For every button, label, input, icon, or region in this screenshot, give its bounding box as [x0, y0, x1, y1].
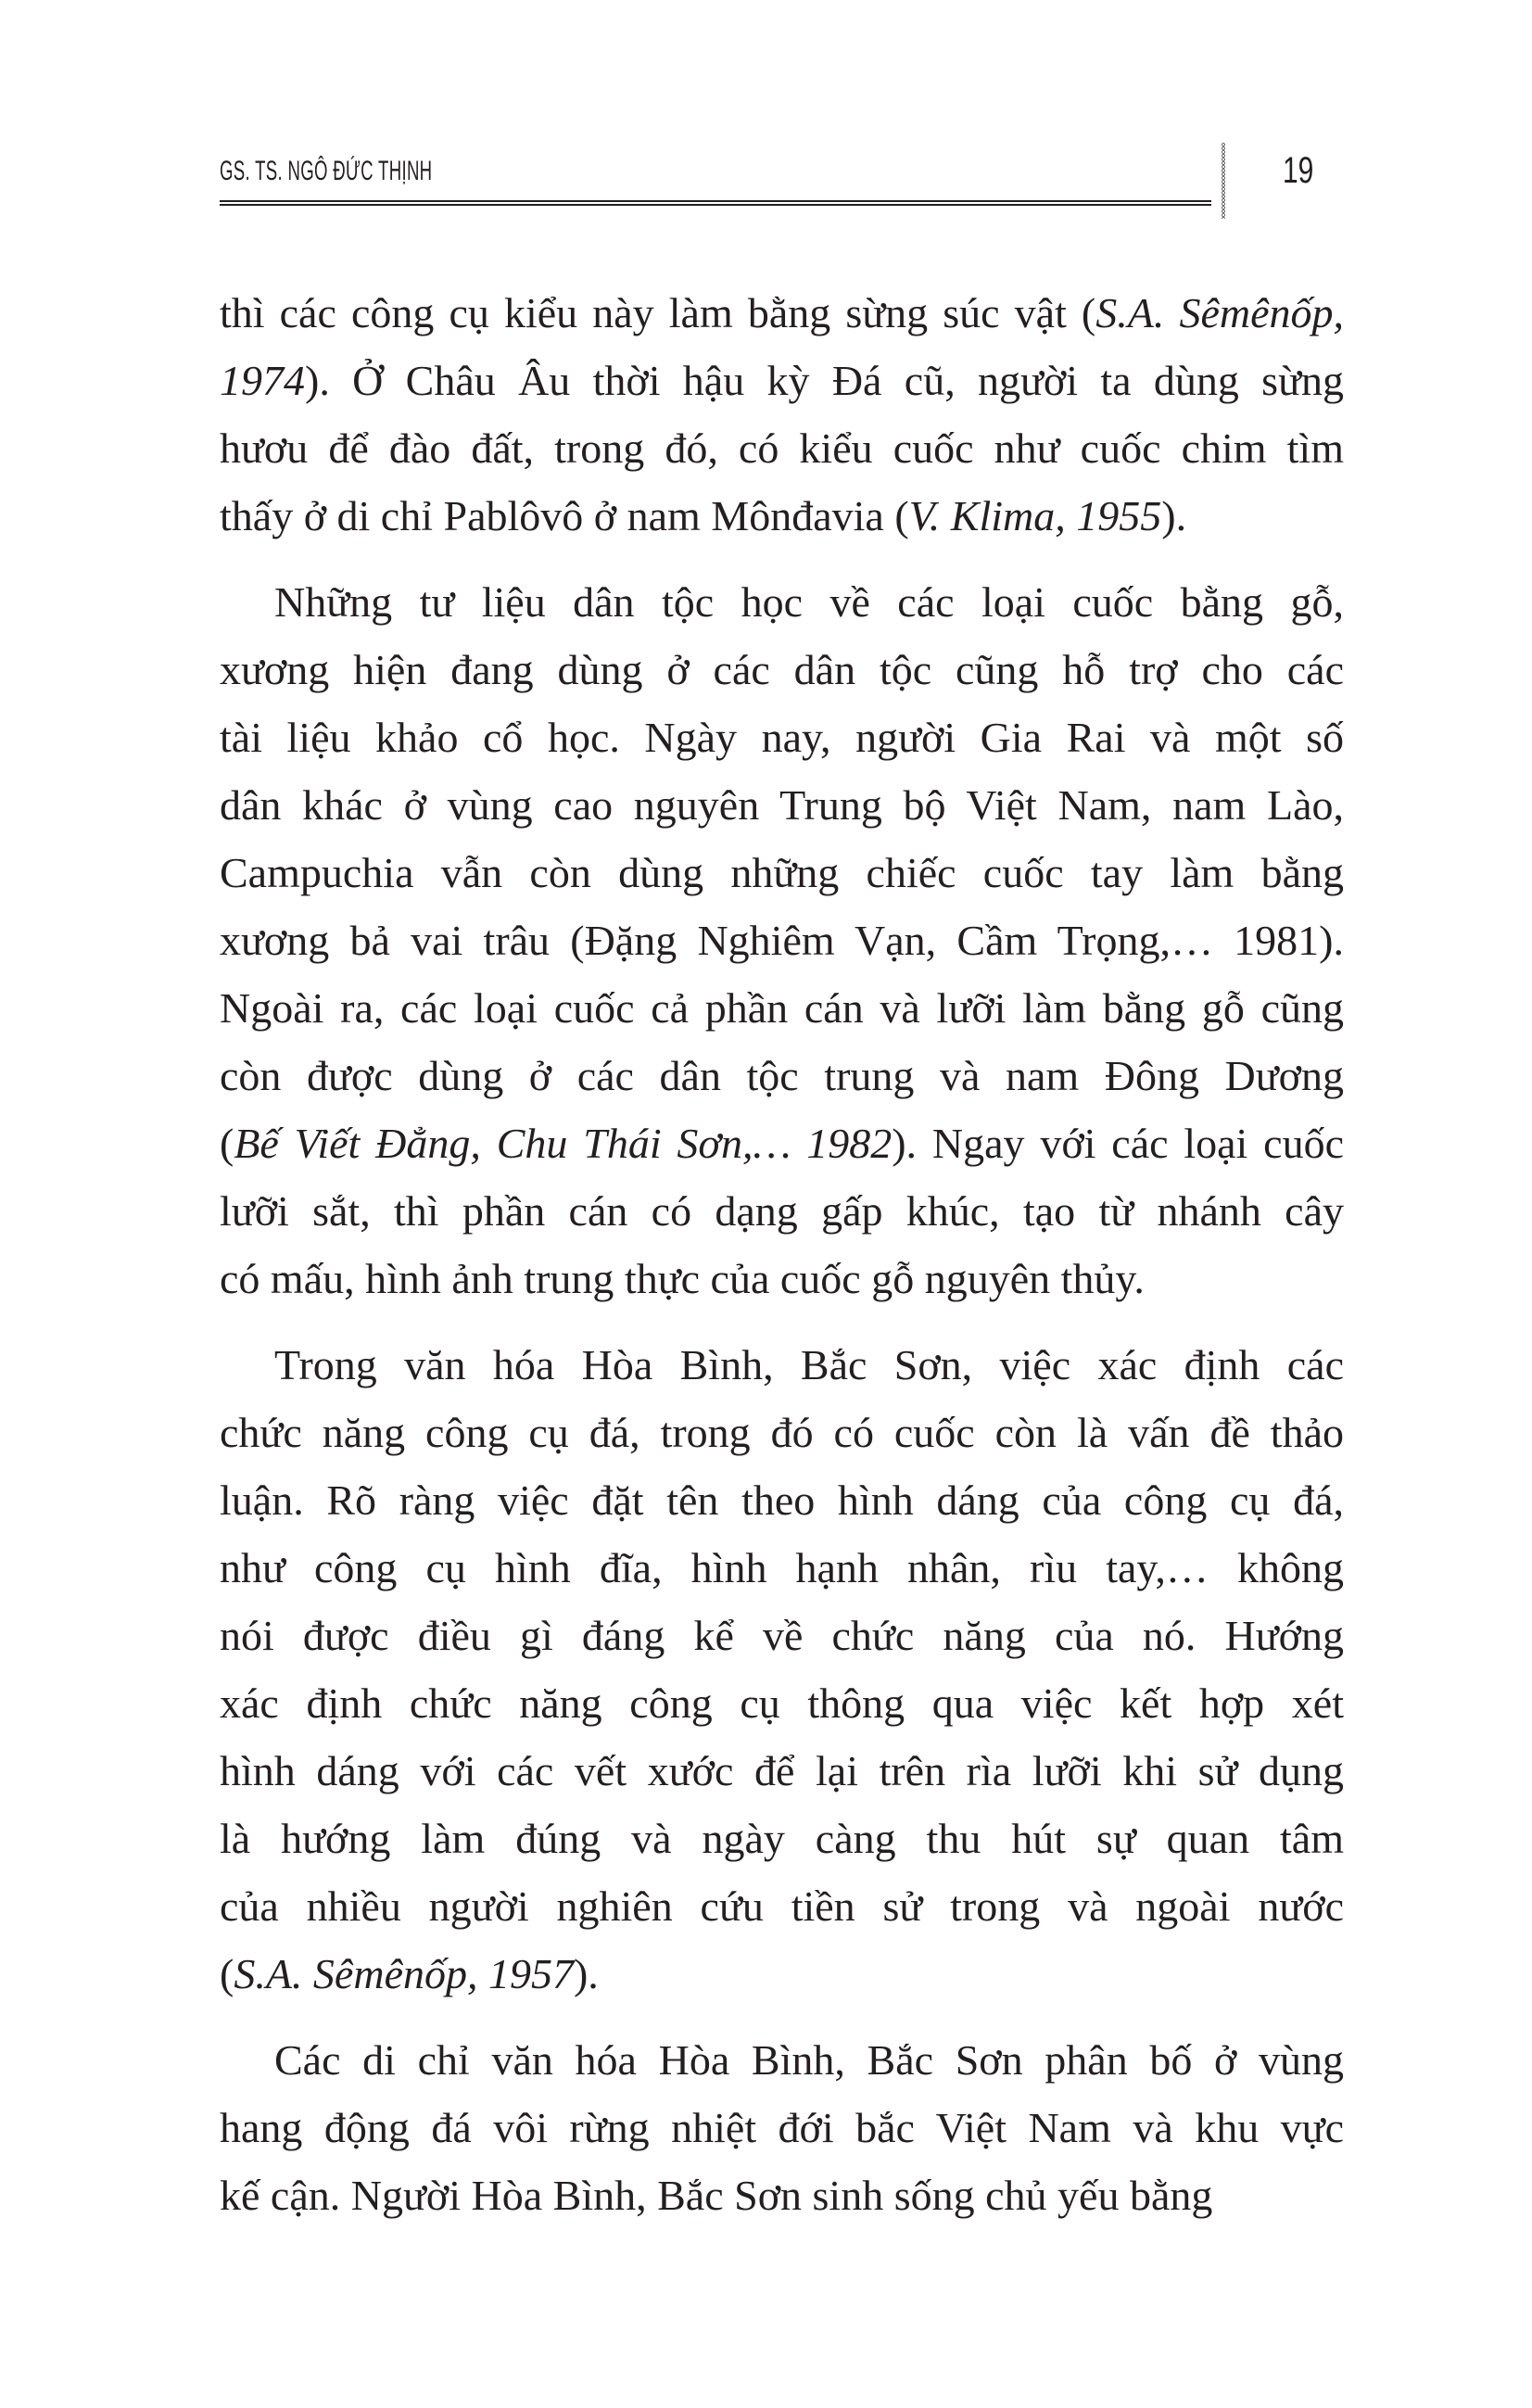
text-line: [220, 915, 1344, 967]
citation-italic: 1974: [220, 357, 305, 404]
text-line: [220, 1118, 1344, 1170]
text-line: [220, 1407, 1344, 1459]
text-line: [220, 1475, 1344, 1527]
text-run: Những tư liệu dân tộc học về các loại cuốc bằng gỗ,: [274, 578, 1344, 626]
text-line: [220, 712, 1344, 764]
text-line: [220, 1253, 1344, 1305]
text-run: hươu để đào đất, trong đó, có kiểu cuốc như cuốc chim tìm: [220, 425, 1344, 472]
text-line: [220, 847, 1344, 899]
text-run: xương bả vai trâu (Đặng Nghiêm Vạn, Cầm Trọng,… 1981).: [220, 917, 1344, 964]
text-line: [220, 490, 1344, 542]
text-run: luận. Rõ ràng việc đặt tên theo hình dáng của công cụ đá,: [220, 1476, 1344, 1524]
text-run: Ngoài ra, các loại cuốc cả phần cán và lưỡi làm bằng gỗ cũng: [220, 984, 1344, 1032]
running-header-author: GS. TS. NGÔ ĐỨC THỊNH: [220, 156, 433, 186]
text-run: ). Ở Châu Âu thời hậu kỳ Đá cũ, người ta dùng sừng: [305, 357, 1344, 404]
text-line: [220, 423, 1344, 475]
text-run: xương hiện đang dùng ở các dân tộc cũng hỗ trợ cho các: [220, 646, 1344, 693]
text-run: Các di chỉ văn hóa Hòa Bình, Bắc Sơn phân bố ở vùng: [274, 2036, 1344, 2084]
text-line: [220, 1678, 1344, 1730]
text-run: (: [220, 1950, 234, 1997]
text-run: xác định chức năng công cụ thông qua việc kết hợp xét: [220, 1679, 1344, 1727]
text-line: [220, 1050, 1344, 1102]
text-run: tài liệu khảo cổ học. Ngày nay, người Gia Rai và một số: [220, 714, 1344, 761]
header-decorative-divider: [1222, 143, 1225, 219]
text-line: [220, 2102, 1344, 2154]
text-run: dân khác ở vùng cao nguyên Trung bộ Việt Nam, nam Lào,: [220, 781, 1344, 829]
text-line: [220, 1813, 1344, 1865]
text-run: Campuchia vẫn còn dùng những chiếc cuốc tay làm bằng: [220, 849, 1344, 896]
text-line: [274, 1339, 1344, 1391]
citation-italic: V. Klima, 1955: [908, 492, 1162, 539]
text-line: [220, 1610, 1344, 1662]
text-line: [220, 779, 1344, 831]
text-run: kế cận. Người Hòa Bình, Bắc Sơn sinh sống chủ yếu bằng: [220, 2172, 1213, 2219]
text-run: như công cụ hình đĩa, hình hạnh nhân, rìu tay,… không: [220, 1544, 1344, 1591]
text-run: nói được điều gì đáng kể về chức năng của nó. Hướng: [220, 1612, 1344, 1659]
text-run: còn được dùng ở các dân tộc trung và nam Đông Dương: [220, 1052, 1344, 1099]
text-run: Trong văn hóa Hòa Bình, Bắc Sơn, việc xác định các: [274, 1341, 1344, 1388]
text-line: [220, 287, 1344, 339]
text-line: [220, 1745, 1344, 1797]
text-line: [220, 1948, 1344, 2000]
text-run: của nhiều người nghiên cứu tiền sử trong và ngoài nước: [220, 1882, 1344, 1930]
text-run: ). Ngay với các loại cuốc: [892, 1120, 1344, 1167]
citation-italic: Bế Viết Đẳng, Chu Thái Sơn,… 1982: [234, 1120, 893, 1167]
citation-italic: S.A. Sêmênốp, 1957: [234, 1950, 574, 1997]
text-run: là hướng làm đúng và ngày càng thu hút sự quan tâm: [220, 1815, 1344, 1862]
text-line: [220, 644, 1344, 696]
text-run: chức năng công cụ đá, trong đó có cuốc còn là vấn đề thảo: [220, 1409, 1344, 1456]
text-run: ).: [1161, 492, 1187, 539]
text-line: [220, 982, 1344, 1034]
text-line: [220, 2170, 1344, 2222]
text-line: [274, 2034, 1344, 2086]
text-line: [220, 1185, 1344, 1237]
page-number: 19: [1283, 150, 1314, 191]
citation-italic: S.A. Sêmênốp,: [1095, 289, 1345, 336]
text-line: [220, 1542, 1344, 1594]
text-run: thấy ở di chỉ Pablôvô ở nam Mônđavia (: [220, 492, 909, 539]
text-run: hang động đá vôi rừng nhiệt đới bắc Việt Nam và khu vực: [220, 2104, 1344, 2151]
text-run: có mấu, hình ảnh trung thực của cuốc gỗ nguyên thủy.: [220, 1255, 1145, 1302]
header-double-rule: [220, 200, 1211, 206]
text-run: lưỡi sắt, thì phần cán có dạng gấp khúc, tạo từ nhánh cây: [220, 1187, 1344, 1235]
text-run: ).: [573, 1950, 599, 1997]
text-line: [220, 1881, 1344, 1933]
text-run: thì các công cụ kiểu này làm bằng sừng súc vật (: [220, 289, 1096, 336]
text-line: [220, 355, 1344, 407]
text-run: (: [220, 1120, 234, 1167]
text-line: [274, 577, 1344, 628]
text-run: hình dáng với các vết xước để lại trên rìa lưỡi khi sử dụng: [220, 1747, 1344, 1794]
